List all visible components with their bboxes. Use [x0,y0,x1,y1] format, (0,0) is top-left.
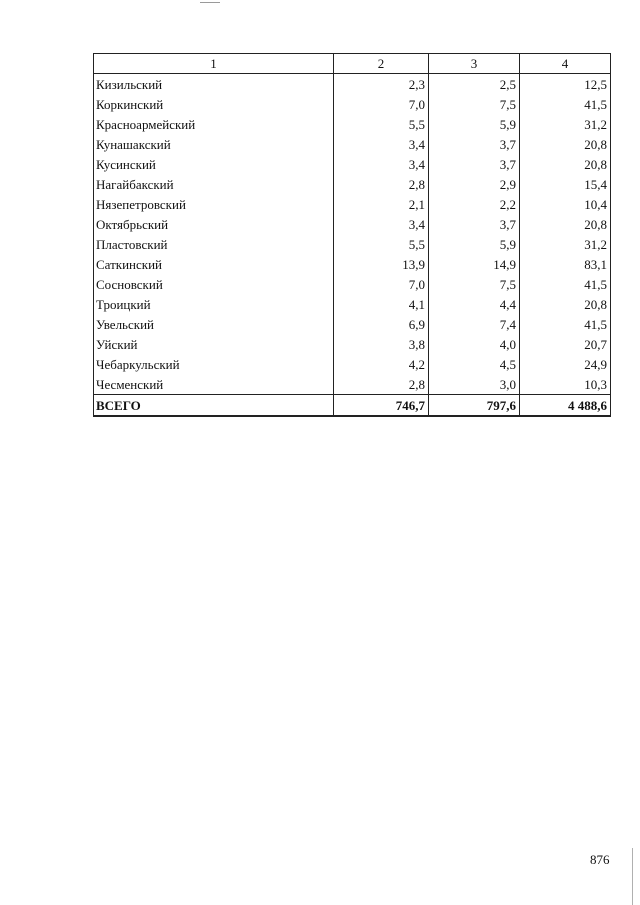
value-col2: 6,9 [334,314,429,334]
value-col2: 7,0 [334,274,429,294]
district-name: Нагайбакский [94,174,334,194]
value-col2: 5,5 [334,114,429,134]
value-col3: 3,7 [429,214,520,234]
table-row [94,254,611,274]
column-header-4: 4 [520,54,611,74]
header-row [94,54,611,74]
district-name: Пластовский [94,234,334,254]
table-row [94,374,611,395]
value-col3: 2,5 [429,74,520,95]
page-number: 876 [590,852,610,867]
value-col3: 5,9 [429,234,520,254]
table-row [94,174,611,194]
value-col3: 4,4 [429,294,520,314]
district-name: Уйский [94,334,334,354]
value-col3: 2,9 [429,174,520,194]
scan-edge-line [632,848,633,905]
value-col3: 3,7 [429,134,520,154]
value-col4: 10,3 [520,374,611,395]
table-row [94,354,611,374]
value-col3: 7,4 [429,314,520,334]
value-col3: 7,5 [429,94,520,114]
value-col4: 12,5 [520,74,611,95]
district-name: Кусинский [94,154,334,174]
value-col2: 3,4 [334,154,429,174]
total-value-col3: 797,6 [429,395,520,417]
table-body [94,74,611,395]
value-col4: 83,1 [520,254,611,274]
value-col2: 7,0 [334,94,429,114]
district-name: Увельский [94,314,334,334]
column-header-1: 1 [94,54,334,74]
total-row [94,395,611,417]
value-col2: 4,1 [334,294,429,314]
table-row [94,294,611,314]
district-name: Саткинский [94,254,334,274]
value-col2: 3,4 [334,134,429,154]
value-col4: 31,2 [520,234,611,254]
table-row [94,334,611,354]
value-col4: 41,5 [520,314,611,334]
table-row [94,154,611,174]
data-table [93,53,611,417]
value-col3: 14,9 [429,254,520,274]
table-row [94,74,611,95]
value-col3: 3,0 [429,374,520,395]
column-header-2: 2 [334,54,429,74]
value-col4: 20,8 [520,134,611,154]
table-row [94,94,611,114]
district-name: Сосновский [94,274,334,294]
value-col2: 2,1 [334,194,429,214]
value-col3: 4,0 [429,334,520,354]
value-col2: 4,2 [334,354,429,374]
value-col2: 3,8 [334,334,429,354]
district-name: Октябрьский [94,214,334,234]
value-col2: 5,5 [334,234,429,254]
table-row [94,114,611,134]
district-name: Коркинский [94,94,334,114]
value-col4: 41,5 [520,274,611,294]
district-name: Троицкий [94,294,334,314]
value-col2: 2,3 [334,74,429,95]
table-row [94,214,611,234]
total-value-col4: 4 488,6 [520,395,611,417]
value-col3: 7,5 [429,274,520,294]
value-col4: 20,7 [520,334,611,354]
value-col3: 4,5 [429,354,520,374]
value-col4: 41,5 [520,94,611,114]
district-name: Чесменский [94,374,334,395]
value-col4: 20,8 [520,294,611,314]
value-col2: 2,8 [334,374,429,395]
scan-artifact-mark [200,2,220,3]
value-col3: 3,7 [429,154,520,174]
table-row [94,314,611,334]
district-name: Чебаркульский [94,354,334,374]
value-col4: 15,4 [520,174,611,194]
district-name: Кизильский [94,74,334,95]
value-col2: 13,9 [334,254,429,274]
value-col4: 10,4 [520,194,611,214]
table-row [94,234,611,254]
district-name: Нязепетровский [94,194,334,214]
value-col3: 5,9 [429,114,520,134]
value-col4: 20,8 [520,154,611,174]
column-header-3: 3 [429,54,520,74]
value-col3: 2,2 [429,194,520,214]
table-row [94,274,611,294]
total-value-col2: 746,7 [334,395,429,417]
table-row [94,194,611,214]
table-row [94,134,611,154]
value-col2: 2,8 [334,174,429,194]
district-name: Кунашакский [94,134,334,154]
district-name: Красноармейский [94,114,334,134]
value-col2: 3,4 [334,214,429,234]
value-col4: 20,8 [520,214,611,234]
value-col4: 24,9 [520,354,611,374]
value-col4: 31,2 [520,114,611,134]
total-label: ВСЕГО [94,395,334,417]
